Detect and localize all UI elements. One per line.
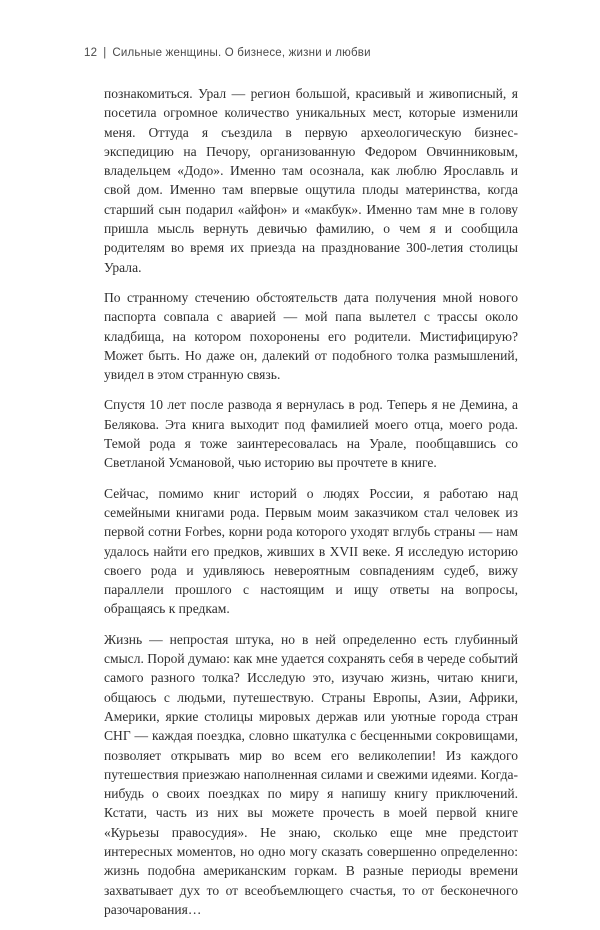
page-number: 12 (84, 47, 98, 59)
book-title: Сильные женщины. О бизнесе, жизни и любви (112, 47, 371, 59)
running-head (84, 47, 371, 59)
body-text (104, 84, 518, 930)
paragraph: По странному стечению обстоятельств дата получения мной нового паспорта совпала с аварией — мой папа вылетел с трассы около кладбища, на котором похоронены его родители. Мистифицирую? Может быть. Но даже он, далекий от подобного толка размышлений, увидел в этом странную связь. (104, 289, 518, 383)
paragraph: познакомиться. Урал — регион большой, красивый и живописный, я посетила огромное количество уникальных мест, которые изменили меня. Оттуда я съездила в первую археологическую бизнес-экспедицию на Печору, организованную Федором Овчинниковым, владельцем «Додо». Именно там осознала, как люблю Ярославль и свой дом. Именно там впервые ощутила плоды материнства, когда старший сын подарил «айфон» и «макбук». Именно там мне в голову пришла мысль вернуть девичью фамилию, о чем я и сообщила родителям во время их приезда на празднование 300-летия столицы Урала. (104, 86, 518, 275)
paragraph: Жизнь — непростая штука, но в ней определенно есть глубинный смысл. Порой думаю: как мне удается сохранять себя в череде событий самого разного толка? Исследую это, изучаю жизнь, читаю книги, общаюсь с людьми, путешествую. Страны Европы, Азии, Африки, Америки, яркие столицы мировых держав или уютные города стран СНГ — каждая поездка, словно шкатулка с бесценными сокровищами, позволяет открывать мир во всем его великолепии! Из каждого путешествия приезжаю наполненная силами и свежими идеями. Когда-нибудь о своих поездках по миру я напишу книгу приключений. Кстати, часть из них вы можете прочесть в моей первой книге «Курьезы правосудия». Не знаю, сколько еще мне предстоит интересных моментов, но одно могу сказать совершенно определенно: жизнь подобна американским горкам. В разные периоды времени захватывает дух то от всеобъемлющего счастья, то от бесконечного разочарования… (104, 631, 518, 917)
paragraph: Сейчас, помимо книг историй о людях России, я работаю над семейными книгами рода. Первым моим заказчиком стал человек из первой сотни Forbes, корни рода которого уходят вглубь страны — нам удалось найти его предков, живших в XVII веке. Я исследую историю своего рода и удивляюсь невероятным совпадениям судеб, вижу параллели прошлого с настоящим и ищу ответы на вопросы, обращаясь к предкам. (104, 485, 518, 617)
header-separator: | (103, 47, 107, 59)
paragraph: Спустя 10 лет после развода я вернулась в род. Теперь я не Демина, а Белякова. Эта книга выходит под фамилией моего отца, моего рода. Темой рода я тоже заинтересовалась на Урале, пообщавшись со Светланой Усмановой, чью историю вы прочтете в книге. (104, 397, 518, 471)
